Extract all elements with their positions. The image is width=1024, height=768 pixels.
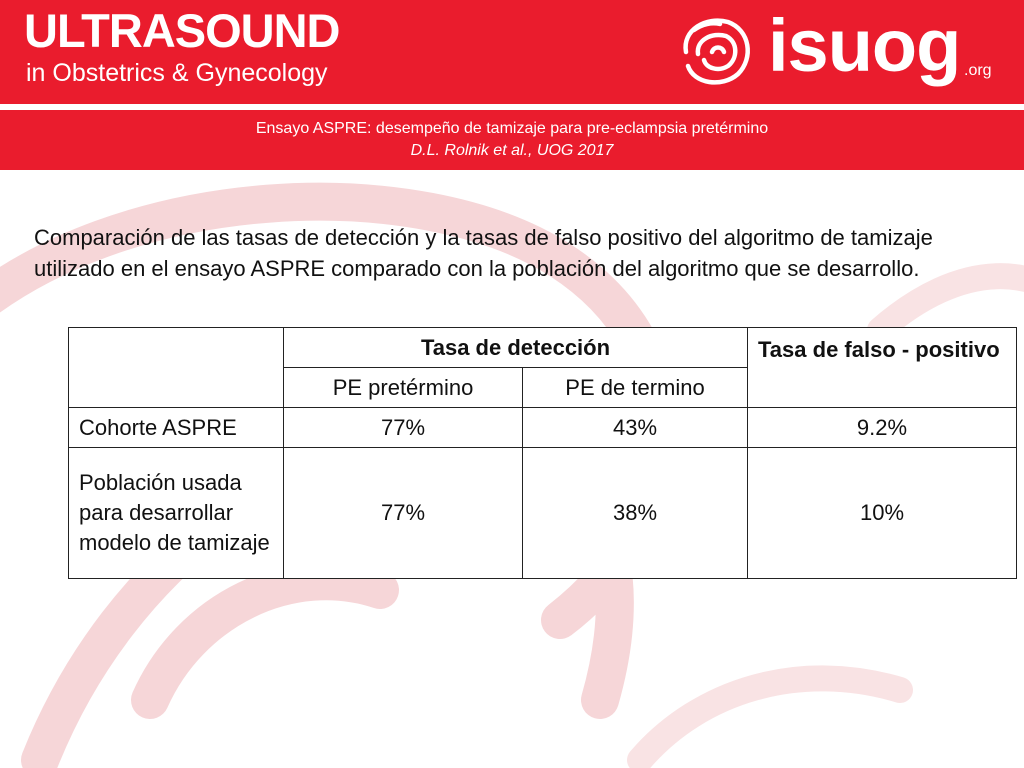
header-banner <box>0 0 1024 104</box>
cell-false-positive: 10% <box>748 448 1017 579</box>
cell-preterm: 77% <box>284 448 523 579</box>
results-table <box>68 327 1017 579</box>
cell-false-positive: 9.2% <box>748 408 1017 448</box>
empty-corner-cell <box>69 328 284 408</box>
slide-title: Ensayo ASPRE: desempeño de tamizaje para pre-eclampsia pretérmino <box>255 120 769 137</box>
table-header-row <box>69 328 1017 368</box>
cell-term: 43% <box>523 408 748 448</box>
journal-title: ULTRASOUND <box>24 4 340 57</box>
subheader-preterm: PE pretérmino <box>284 368 523 408</box>
logo-wordmark: isuog <box>768 4 961 87</box>
header-detection-rate: Tasa de detección <box>284 328 748 368</box>
table-row <box>69 408 1017 448</box>
intro-paragraph: Comparación de las tasas de detección y la tasas de falso positivo del algoritmo de tamizaje utilizado en el ensayo ASPRE comparado con la población del algoritmo que se desarrollo. <box>34 225 933 281</box>
isuog-logo[interactable] <box>672 4 1002 100</box>
row-label: Población usada para desarrollar modelo de tamizaje <box>69 448 284 579</box>
header-false-positive-rate: Tasa de falso - positivo <box>748 328 1017 408</box>
slide-reference: D.L. Rolnik et al., UOG 2017 <box>410 142 614 159</box>
row-label: Cohorte ASPRE <box>69 408 284 448</box>
caption-band <box>0 110 1024 170</box>
cell-preterm: 77% <box>284 408 523 448</box>
table-row <box>69 448 1017 579</box>
fetus-swirl-icon <box>672 8 760 96</box>
logo-org-suffix: .org <box>964 62 992 79</box>
cell-term: 38% <box>523 448 748 579</box>
subheader-term: PE de termino <box>523 368 748 408</box>
journal-subtitle: in Obstetrics & Gynecology <box>26 59 328 87</box>
